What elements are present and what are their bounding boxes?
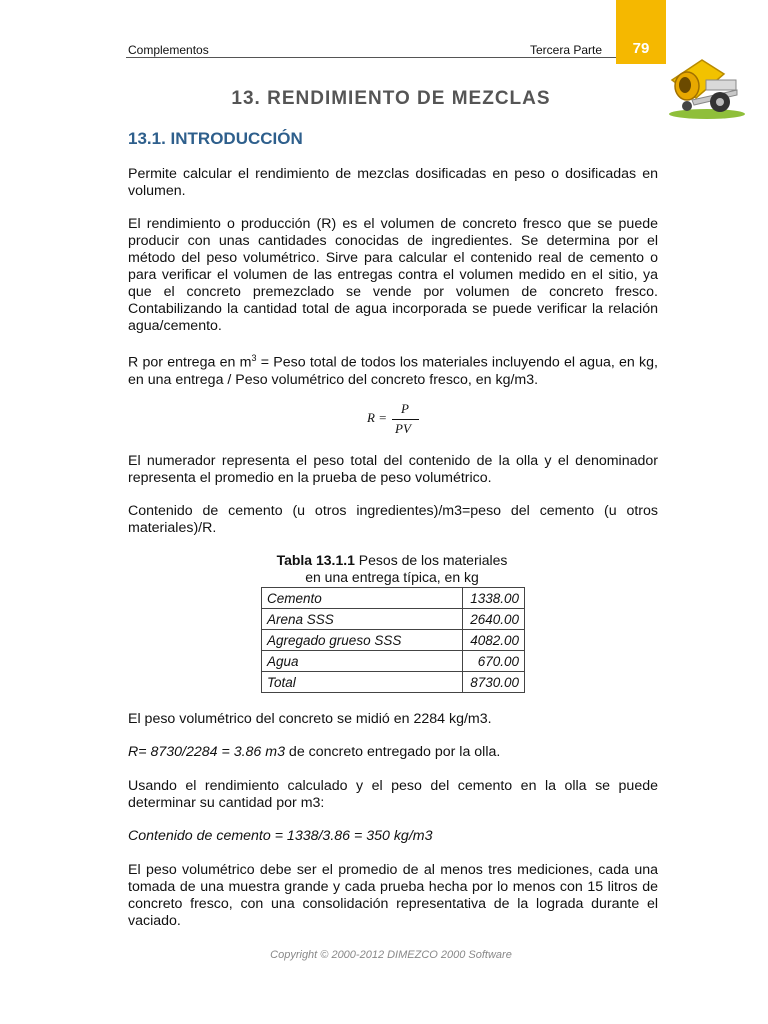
material-name: Arena SSS [262,609,463,630]
page-number-tab [616,0,666,64]
table-caption-line2: en una entrega típica, en kg [305,569,479,585]
formula-fraction-bar [392,419,419,420]
header-chapter: Complementos [128,43,209,57]
paragraph-using-yield: Usando el rendimiento calculado y el peso del cemento en la olla se puede determinar su cantidad por m3: [128,778,658,811]
page-title: 13. RENDIMIENTO DE MEZCLAS [231,88,551,109]
r-calculation-formula: R= 8730/2284 = 3.86 m3 [128,744,285,760]
table-row [262,588,525,609]
r-definition-start: R por entrega en m [128,354,252,371]
paragraph-numerator: El numerador representa el peso total del contenido de la olla y el denominador representa el promedio en la prueba de peso volumétrico. [128,453,658,486]
table-caption [230,552,554,586]
r-calculation-text: de concreto entregado por la olla. [284,744,501,760]
paragraph-r-calculation [128,744,658,761]
material-name: Cemento [262,588,463,609]
table-row [262,651,525,672]
material-name: Total [262,672,463,693]
r-definition-superscript: 3 [251,353,257,363]
paragraph-cement-result: Contenido de cemento = 1338/3.86 = 350 kg/m3 [128,828,433,844]
footer-copyright: Copyright © 2000-2012 DIMEZCO 2000 Software [270,949,512,961]
table-row [262,672,525,693]
material-name: Agregado grueso SSS [262,630,463,651]
material-weight: 2640.00 [463,609,525,630]
header-part: Tercera Parte [530,43,603,57]
material-weight: 8730.00 [463,672,525,693]
formula-lhs: R = [367,410,387,425]
paragraph-intro: Permite calcular el rendimiento de mezclas dosificadas en peso o dosificadas en volumen. [128,166,658,199]
section-heading: 13.1. INTRODUCCIÓN [128,129,303,148]
table-caption-label: Tabla 13.1.1 [276,552,355,568]
table-row [262,630,525,651]
material-weight: 4082.00 [463,630,525,651]
materials-table [261,587,525,693]
r-definition-end: = Peso total de todos los materiales incluyendo el agua, en kg, en una entrega / Peso volumétrico del concreto fresco, en kg/m3. [128,354,658,388]
material-weight: 1338.00 [463,588,525,609]
header-rule [126,57,616,58]
page-number: 79 [632,40,650,57]
paragraph-cement-content: Contenido de cemento (u otros ingredientes)/m3=peso del cemento (u otros materiales)/R. [128,503,658,536]
material-weight: 670.00 [463,651,525,672]
material-name: Agua [262,651,463,672]
formula-numerator: P [401,401,409,416]
paragraph-rendimiento: El rendimiento o producción (R) es el volumen de concreto fresco que se puede producir con unas cantidades conocidas de ingredientes. Se determina por el método del peso volumétrico. Sirve para calcular el contenido real de cemento o para verificar el volumen de las entregas contra el volumen medido en el sitio, ya que el concreto premezclado se vende por volumen de concreto fresco. Contabilizando la cantidad total de agua incorporada se puede verificar la relación agua/cemento. [128,216,658,334]
table-caption-text: Pesos de los materiales [354,552,508,568]
paragraph-measurements: El peso volumétrico debe ser el promedio de al menos tres mediciones, cada una tomada de una muestra grande y cada prueba hecha por lo menos con 15 litros de concreto fresco, con una consolidación representativa de la lograda durante el vaciado. [128,862,658,929]
paragraph-r-definition [128,350,658,389]
paragraph-unit-weight: El peso volumétrico del concreto se midió en 2284 kg/m3. [128,711,492,727]
formula-denominator: PV [395,421,411,436]
table-row [262,609,525,630]
